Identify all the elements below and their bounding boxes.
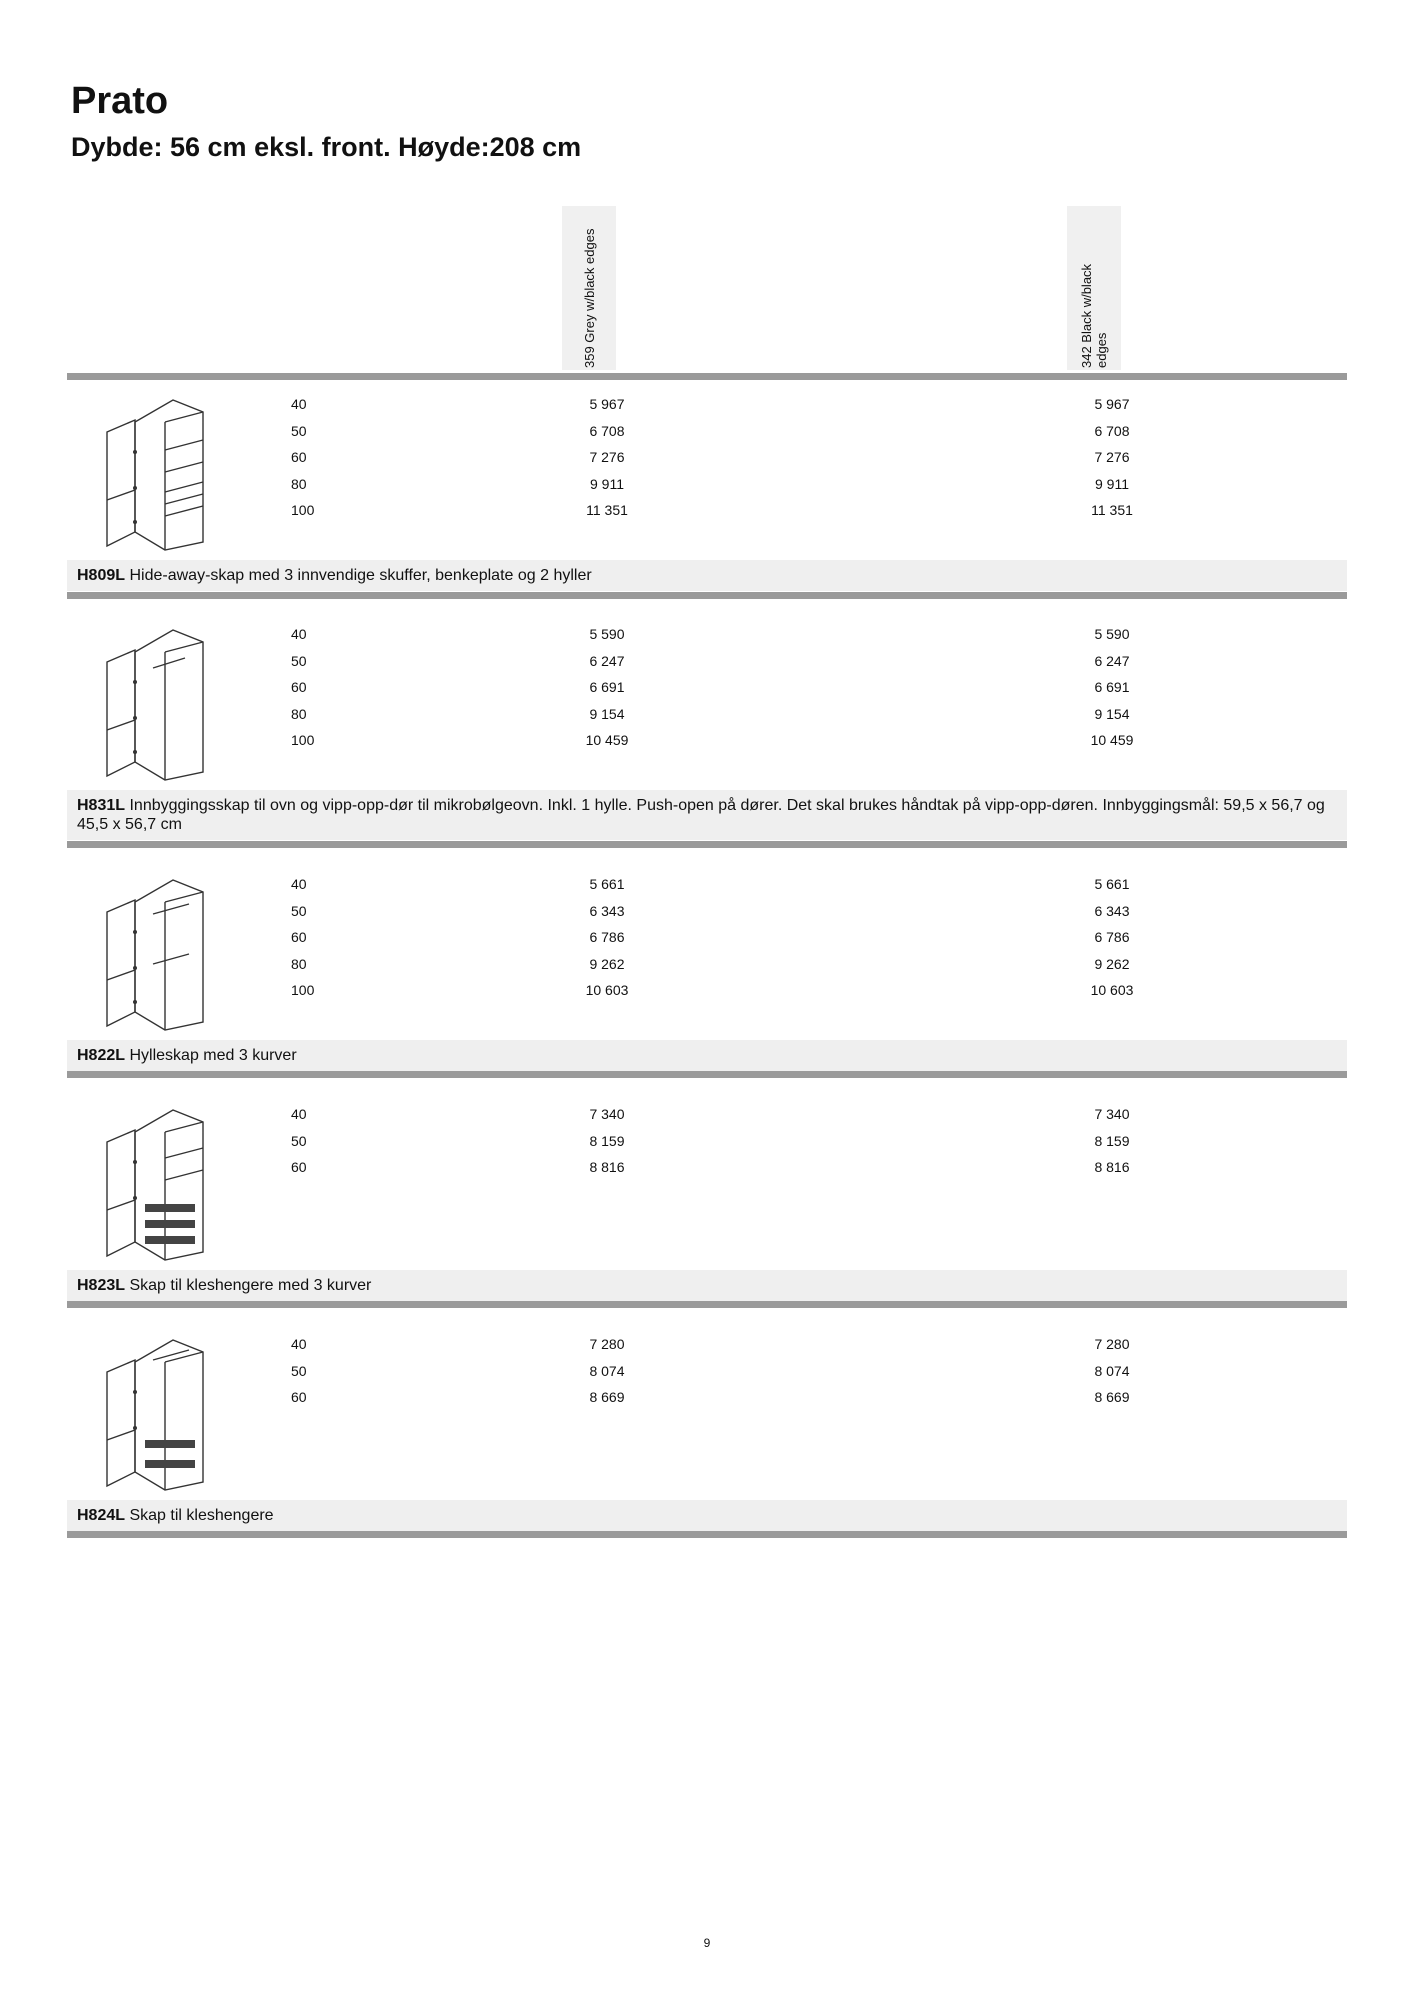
table-row: 80 9 262 9 262: [291, 955, 1130, 972]
product-description-text: Hylleskap med 3 kurver: [129, 1047, 297, 1064]
column-header-grey: [562, 206, 616, 370]
table-row: 40 7 340 7 340: [291, 1106, 1130, 1122]
table-row: 50 8 074 8 074: [291, 1362, 1130, 1379]
product-h822l: [67, 860, 1347, 1072]
product-divider: [67, 1301, 1347, 1308]
price-rows: [67, 1106, 1347, 1186]
price-rows: [67, 626, 1347, 759]
product-description: [67, 560, 1347, 591]
product-description: [67, 790, 1347, 840]
page-title: Prato: [71, 80, 169, 122]
product-divider: [67, 841, 1347, 848]
table-row: 50 6 343 6 343: [291, 902, 1130, 919]
table-row: 40 5 967 5 967: [291, 396, 1130, 412]
product-description-text: Hide-away-skap med 3 innvendige skuffer, benkeplate og 2 hyller: [129, 567, 592, 584]
table-row: 100 10 459 10 459: [291, 732, 1134, 749]
table-row: 40 7 280 7 280: [291, 1336, 1130, 1352]
price-rows: [67, 1336, 1347, 1416]
page-number: 9: [703, 1936, 711, 1950]
table-row: 40 5 590 5 590: [291, 626, 1130, 642]
table-row: 50 6 708 6 708: [291, 422, 1130, 439]
header-divider: [67, 373, 1347, 380]
table-row: 80 9 154 9 154: [291, 705, 1130, 722]
product-description-text: Innbyggingsskap til ovn og vipp-opp-dør til mikrobølgeovn. Inkl. 1 hylle. Push-open på dører. Det skal brukes håndtak på vipp-opp-døren. Innbyggingsmål: 59,5 x 56,7 og 45,5 x 56,7 cm: [77, 797, 1325, 833]
product-code: H823L: [77, 1277, 126, 1294]
product-h823l: [67, 1090, 1347, 1302]
product-divider: [67, 1071, 1347, 1078]
product-description: [67, 1500, 1347, 1531]
table-row: 60 8 669 8 669: [291, 1389, 1130, 1406]
price-rows: [67, 396, 1347, 529]
table-row: 60 7 276 7 276: [291, 449, 1130, 466]
page-subtitle: Dybde: 56 cm eksl. front. Høyde:208 cm: [71, 132, 582, 162]
product-divider: [67, 592, 1347, 599]
column-header-grey-label: 359 Grey w/black edges: [582, 228, 597, 368]
product-description-text: Skap til kleshengere: [129, 1507, 274, 1524]
product-divider: [67, 1531, 1347, 1538]
table-row: 40 5 661 5 661: [291, 876, 1130, 892]
table-row: 80 9 911 9 911: [291, 475, 1129, 492]
table-row: 50 8 159 8 159: [291, 1132, 1130, 1149]
product-h831l: [67, 610, 1347, 842]
table-row: 100 10 603 10 603: [291, 982, 1134, 999]
price-rows: [67, 876, 1347, 1009]
product-description: [67, 1040, 1347, 1071]
table-row: 60 6 691 6 691: [291, 679, 1130, 696]
product-code: H831L: [77, 797, 126, 814]
table-row: 60 8 816 8 816: [291, 1159, 1130, 1176]
table-row: 60 6 786 6 786: [291, 929, 1130, 946]
product-description: [67, 1270, 1347, 1301]
product-h824l: [67, 1320, 1347, 1532]
table-row: 50 6 247 6 247: [291, 652, 1130, 669]
product-code: H824L: [77, 1507, 126, 1524]
product-description-text: Skap til kleshengere med 3 kurver: [129, 1277, 372, 1294]
product-code: H809L: [77, 567, 126, 584]
column-header-black: [1067, 206, 1121, 370]
column-header-black-label: 342 Black w/black edges: [1079, 263, 1109, 368]
product-h809l: [67, 380, 1347, 592]
table-row: 100 11 351 11 351: [291, 502, 1133, 519]
product-code: H822L: [77, 1047, 126, 1064]
